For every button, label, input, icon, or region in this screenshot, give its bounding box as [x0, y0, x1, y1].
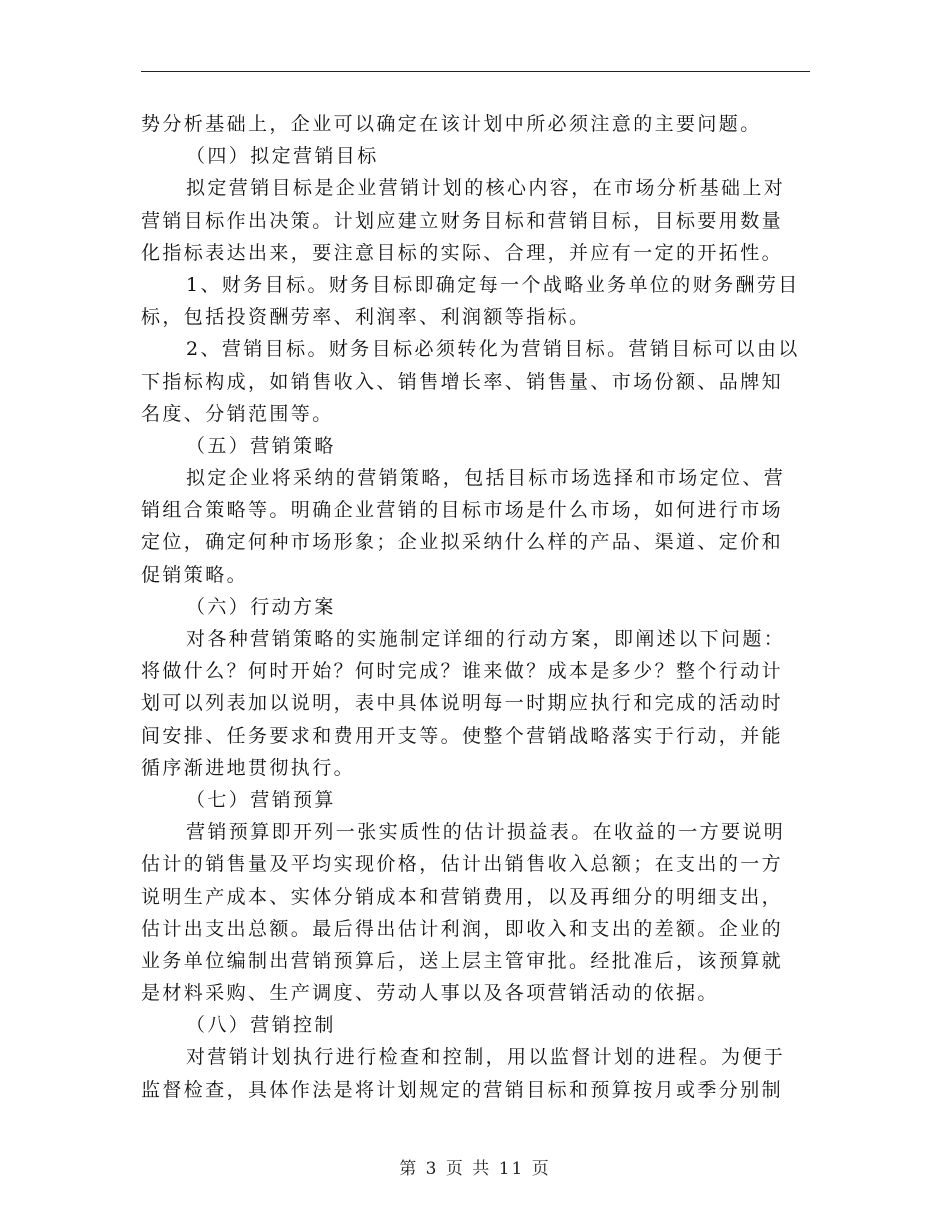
text-line: 将做什么？何时开始？何时完成？谁来做？成本是多少？整个行动计: [141, 660, 784, 683]
text-line: 对各种营销策略的实施制定详细的行动方案，即阐述以下问题：: [186, 628, 786, 650]
header-rule: [141, 71, 810, 72]
text-line: 监督检查，具体作法是将计划规定的营销目标和预算按月或季分别制: [141, 1078, 784, 1101]
document-body: [141, 108, 810, 1106]
text-line: （八）营销控制: [186, 1014, 336, 1037]
text-line: 1、财务目标。财务目标即确定每一个战略业务单位的财务酬劳目: [186, 273, 800, 296]
text-line: 划可以列表加以说明，表中具体说明每一时期应执行和完成的活动时: [141, 692, 784, 715]
text-line: 营销目标作出决策。计划应建立财务目标和营销目标，目标要用数量: [141, 209, 784, 232]
text-line: （五）营销策略: [186, 434, 336, 457]
text-line: 定位，确定何种市场形象；企业拟采纳什么样的产品、渠道、定价和: [141, 531, 784, 554]
text-line: 拟定企业将采纳的营销策略，包括目标市场选择和市场定位、营: [186, 467, 786, 490]
text-line: 销组合策略等。明确企业营销的目标市场是什么市场，如何进行市场: [141, 499, 784, 522]
text-line: 业务单位编制出营销预算后，送上层主管审批。经批准后，该预算就: [141, 949, 784, 972]
text-line: （七）营销预算: [186, 788, 336, 811]
text-line: （六）行动方案: [186, 595, 336, 618]
text-line: 循序渐进地贯彻执行。: [141, 756, 356, 779]
page-number-footer: 第 3 页 共 11 页: [399, 1159, 551, 1179]
text-line: 是材料采购、生产调度、劳动人事以及各项营销活动的依据。: [141, 982, 719, 1005]
text-line: 对营销计划执行进行检查和控制，用以监督计划的进程。为便于: [186, 1046, 786, 1069]
text-line: 说明生产成本、实体分销成本和营销费用，以及再细分的明细支出，: [141, 885, 784, 908]
text-line: 化指标表达出来，要注意目标的实际、合理，并应有一定的开拓性。: [141, 241, 784, 264]
text-line: 2、营销目标。财务目标必须转化为营销目标。营销目标可以由以: [186, 338, 800, 361]
text-line: 估计出支出总额。最后得出估计利润，即收入和支出的差额。企业的: [141, 917, 784, 940]
text-line: 间安排、任务要求和费用开支等。使整个营销战略落实于行动，并能: [141, 724, 784, 747]
text-line: （四）拟定营销目标: [186, 145, 379, 168]
text-line: 营销预算即开列一张实质性的估计损益表。在收益的一方要说明: [186, 821, 786, 844]
text-line: 估计的销售量及平均实现价格，估计出销售收入总额；在支出的一方: [141, 853, 784, 876]
text-line: 拟定营销目标是企业营销计划的核心内容，在市场分析基础上对: [186, 177, 786, 200]
text-line: 下指标构成，如销售收入、销售增长率、销售量、市场份额、品牌知: [141, 370, 784, 393]
text-line: 势分析基础上，企业可以确定在该计划中所必须注意的主要问题。: [141, 113, 762, 135]
text-line: 促销策略。: [141, 563, 249, 586]
text-line: 标，包括投资酬劳率、利润率、利润额等指标。: [141, 306, 591, 329]
text-line: 名度、分销范围等。: [141, 402, 334, 425]
